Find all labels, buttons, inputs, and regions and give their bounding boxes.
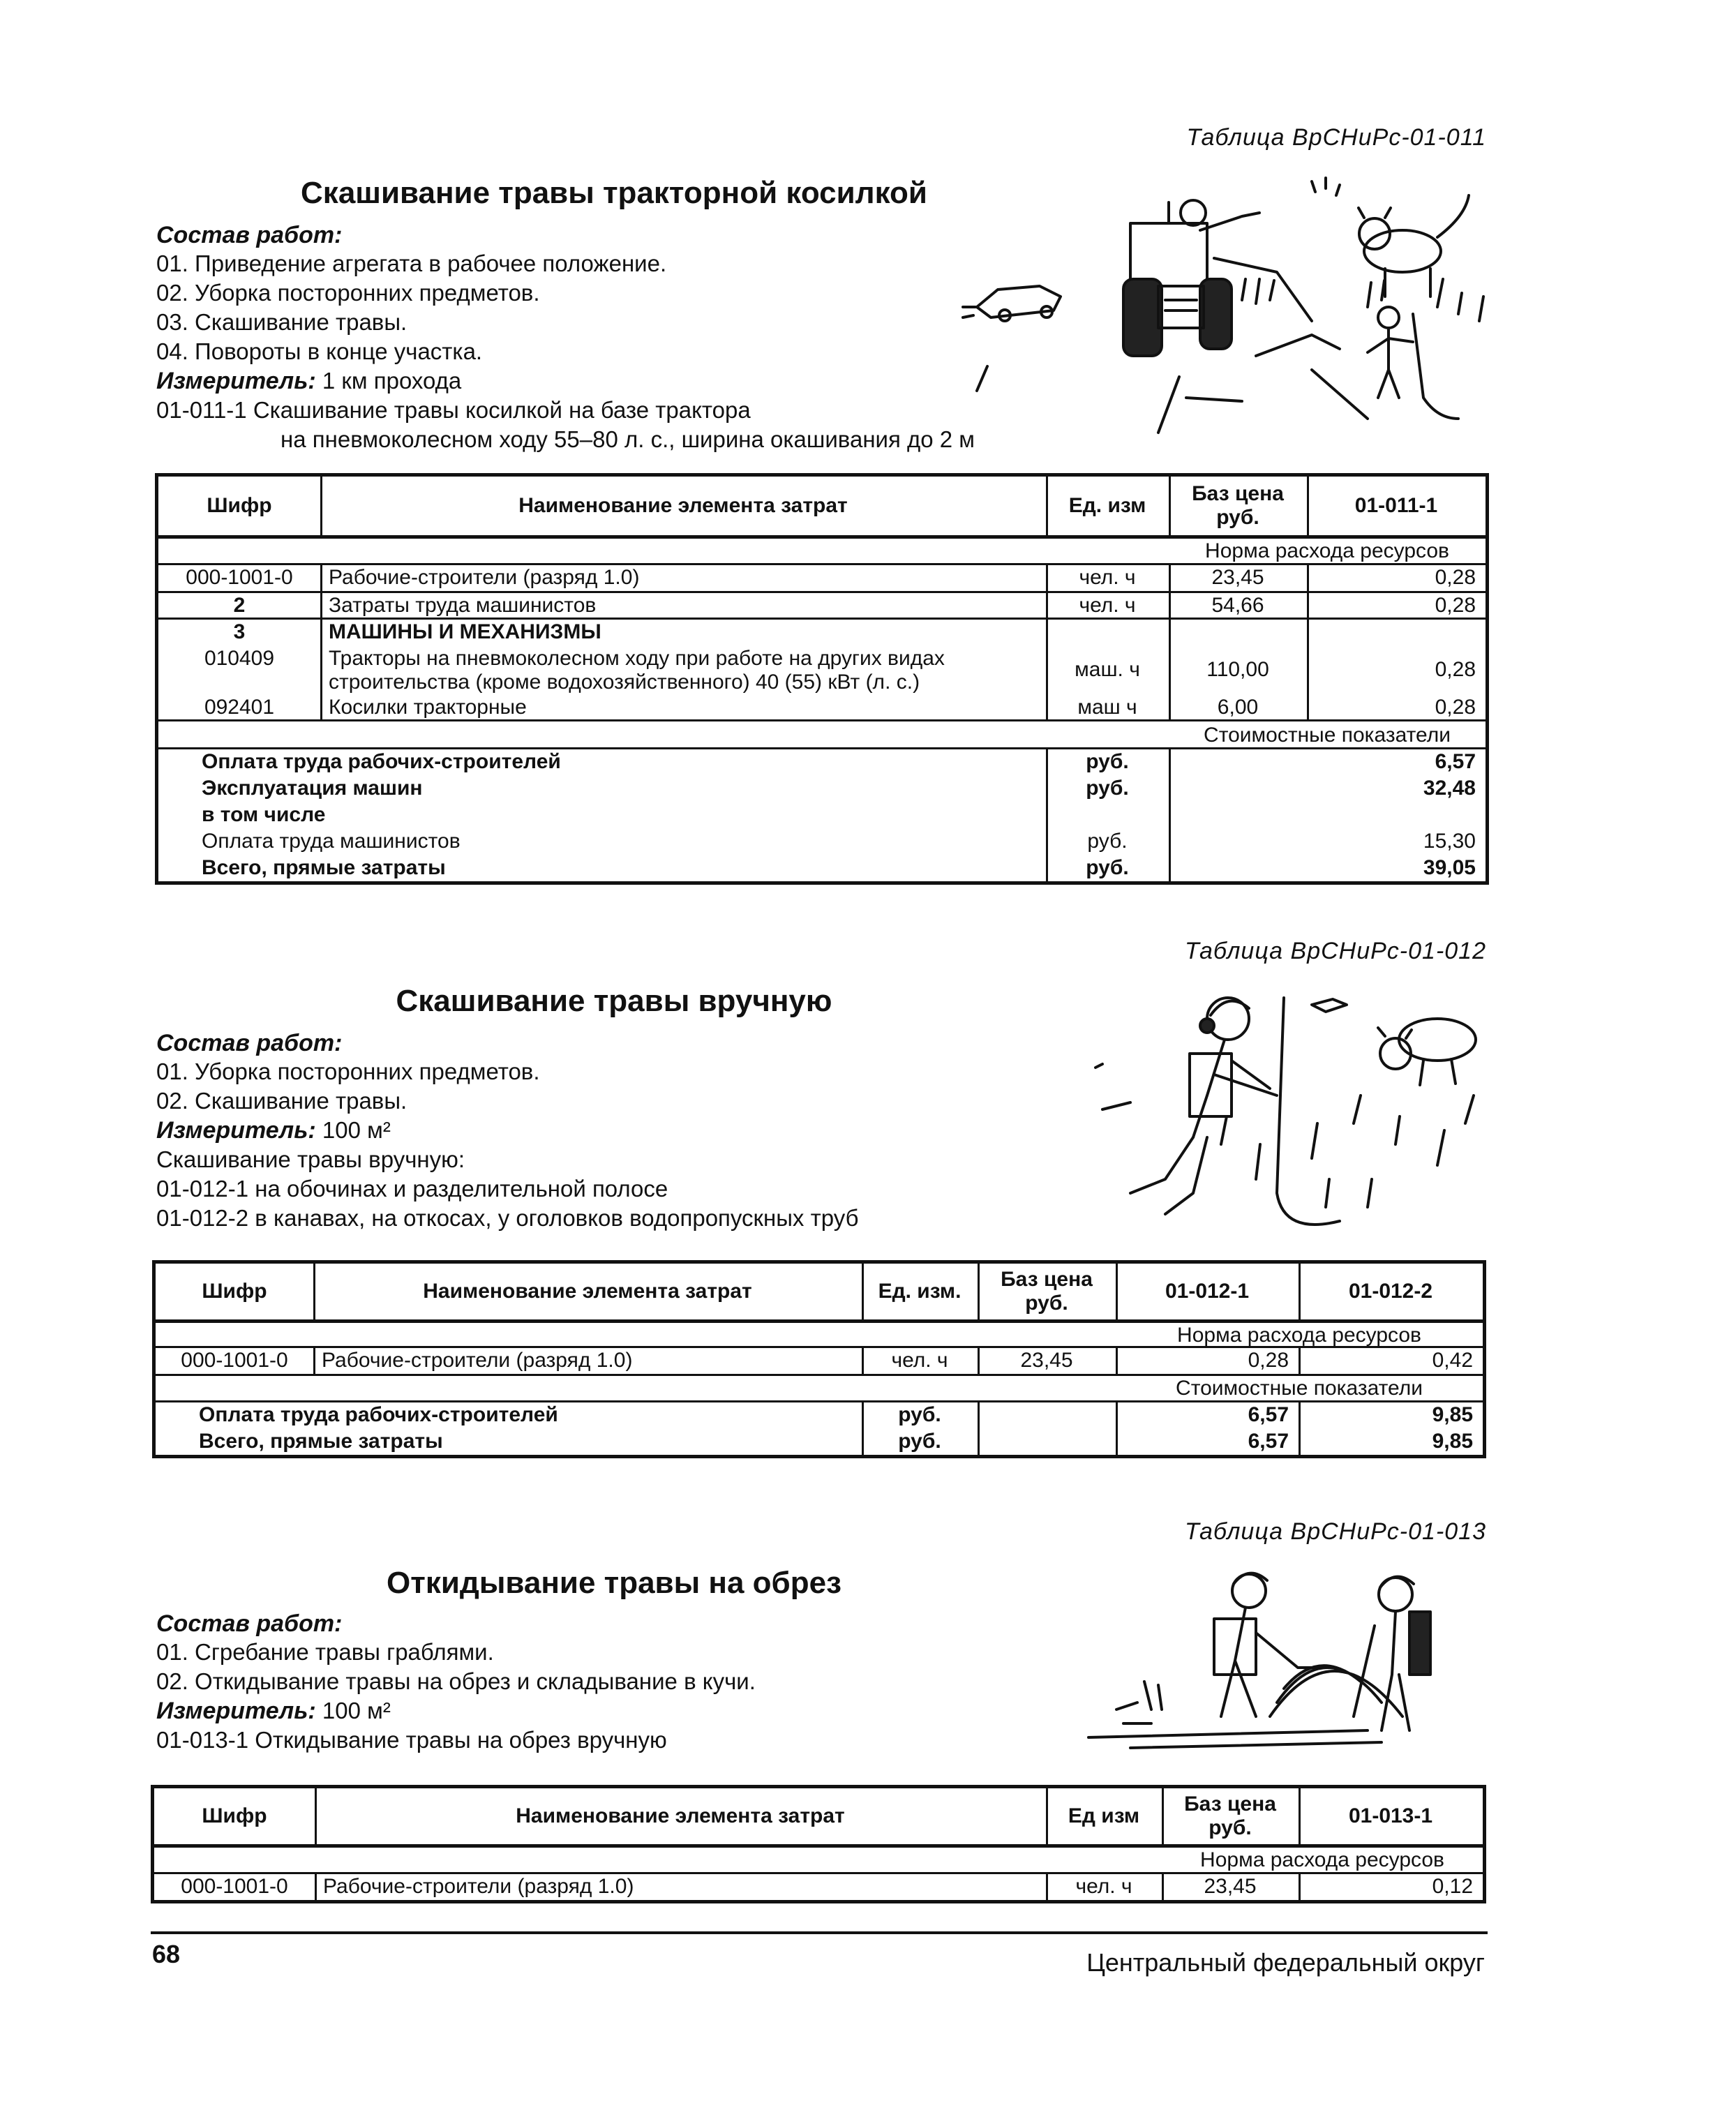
cost-label: Стоимостные показатели bbox=[1204, 724, 1451, 747]
section-title-012: Скашивание травы вручную bbox=[396, 984, 832, 1018]
row-value: 0,12 bbox=[1432, 1875, 1473, 1898]
composition-label: Состав работ: bbox=[156, 1030, 343, 1056]
step-line: 04. Повороты в конце участка. bbox=[156, 338, 483, 364]
step-line: 01. Уборка посторонних предметов. bbox=[156, 1058, 540, 1084]
meter-value: 100 м² bbox=[315, 1117, 391, 1143]
resource-table-011 bbox=[155, 473, 1489, 885]
cost-row-name: Эксплуатация машин bbox=[202, 777, 423, 800]
norm-label: Норма расхода ресурсов bbox=[1205, 539, 1449, 562]
meter-label: Измеритель: bbox=[156, 1117, 316, 1144]
header-code: Шифр bbox=[202, 1280, 267, 1303]
norm-label: Норма расхода ресурсов bbox=[1200, 1848, 1444, 1871]
item-line: 01-012-2 в канавах, на откосах, у оголовков водопропускных труб bbox=[156, 1205, 859, 1231]
row-value-2: 0,42 bbox=[1432, 1349, 1473, 1372]
resource-table-013 bbox=[151, 1785, 1486, 1903]
section-title-011: Скашивание травы тракторной косилкой bbox=[301, 176, 927, 210]
step-line: 01. Сгребание травы граблями. bbox=[156, 1639, 494, 1665]
cost-row-unit: руб. bbox=[1087, 830, 1128, 853]
cost-label: Стоимостные показатели bbox=[1176, 1377, 1423, 1400]
header-price: Баз цена руб. bbox=[1192, 482, 1284, 529]
row-price: 23,45 bbox=[1211, 566, 1264, 589]
resource-table-012 bbox=[152, 1260, 1486, 1458]
cost-row-name: Оплата труда рабочих-строителей bbox=[202, 750, 561, 773]
row-name: МАШИНЫ И МЕХАНИЗМЫ bbox=[329, 620, 601, 643]
row-unit: чел. ч bbox=[1079, 594, 1136, 617]
row-code: 000-1001-0 bbox=[186, 566, 293, 589]
cost-row-value-2: 9,85 bbox=[1432, 1403, 1473, 1426]
row-unit: маш ч bbox=[1077, 696, 1137, 719]
table-caption-012: Таблица ВрСНиРс-01-012 bbox=[1184, 938, 1486, 964]
meter-value: 100 м² bbox=[315, 1698, 391, 1723]
cost-row-name: Всего, прямые затраты bbox=[199, 1430, 443, 1453]
header-code-012-2: 01-012-2 bbox=[1348, 1280, 1433, 1303]
composition-label: Состав работ: bbox=[156, 1610, 343, 1637]
item-line: 01-011-1 Скашивание травы косилкой на базе трактора bbox=[156, 397, 751, 423]
header-unit: Ед изм bbox=[1068, 1804, 1140, 1827]
cost-row-unit: руб. bbox=[898, 1403, 941, 1426]
header-code-012-1: 01-012-1 bbox=[1165, 1280, 1250, 1303]
header-unit: Ед. изм. bbox=[878, 1280, 961, 1303]
row-value: 0,28 bbox=[1435, 566, 1476, 589]
header-code-013-1: 01-013-1 bbox=[1348, 1804, 1433, 1827]
row-name-cont: строительства (кроме водохозяйственного) 40 (55) кВт (л. с.) bbox=[329, 671, 920, 694]
row-name: Косилки тракторные bbox=[329, 696, 527, 719]
meter-line bbox=[156, 1116, 1091, 1145]
cost-row-unit: руб. bbox=[898, 1430, 941, 1453]
meter-label: Измеритель: bbox=[156, 1698, 316, 1724]
cost-row-name: Всего, прямые затраты bbox=[202, 856, 446, 879]
row-price: 54,66 bbox=[1211, 594, 1264, 617]
row-price: 23,45 bbox=[1204, 1875, 1257, 1898]
header-name: Наименование элемента затрат bbox=[423, 1280, 752, 1303]
cost-row-unit: руб. bbox=[1086, 777, 1129, 800]
tractor-mowing-illustration bbox=[949, 167, 1493, 447]
item-line-cont: на пневмоколесном ходу 55–80 л. с., ширина окашивания до 2 м bbox=[280, 426, 975, 452]
header-price: Баз цена руб. bbox=[1001, 1268, 1093, 1315]
meter-value: 1 км прохода bbox=[315, 368, 462, 394]
step-line: 03. Скашивание травы. bbox=[156, 309, 407, 335]
header-name: Наименование элемента затрат bbox=[516, 1804, 845, 1827]
row-value-1: 0,28 bbox=[1248, 1349, 1289, 1372]
row-value: 0,28 bbox=[1435, 696, 1476, 719]
table-caption-011: Таблица ВрСНиРс-01-011 bbox=[1186, 124, 1486, 151]
row-value: 0,28 bbox=[1435, 594, 1476, 617]
cost-row-name: Оплата труда машинистов bbox=[202, 830, 461, 853]
step-line: 02. Уборка посторонних предметов. bbox=[156, 280, 540, 306]
cost-row-value-1: 6,57 bbox=[1248, 1403, 1289, 1426]
composition-label: Состав работ: bbox=[156, 222, 343, 248]
section3-text bbox=[156, 1610, 1091, 1755]
row-price: 23,45 bbox=[1020, 1349, 1073, 1372]
norm-label: Норма расхода ресурсов bbox=[1177, 1324, 1421, 1347]
cost-row-value: 32,48 bbox=[1423, 777, 1476, 800]
header-price: Баз цена руб. bbox=[1184, 1793, 1276, 1839]
row-code: 000-1001-0 bbox=[181, 1349, 288, 1372]
row-name: Рабочие-строители (разряд 1.0) bbox=[322, 1349, 633, 1372]
header-name: Наименование элемента затрат bbox=[518, 494, 848, 517]
row-code: 000-1001-0 bbox=[181, 1875, 288, 1898]
intro-line: Скашивание травы вручную: bbox=[156, 1146, 465, 1172]
cost-row-unit: руб. bbox=[1086, 856, 1129, 879]
footer-rule bbox=[151, 1931, 1488, 1934]
section-title-013: Откидывание травы на обрез bbox=[387, 1566, 841, 1600]
row-unit: маш. ч bbox=[1075, 658, 1140, 681]
row-unit: чел. ч bbox=[891, 1349, 948, 1372]
step-line: 01. Приведение агрегата в рабочее положение. bbox=[156, 250, 667, 276]
row-name: Рабочие-строители (разряд 1.0) bbox=[323, 1875, 634, 1898]
scythe-man-illustration bbox=[1047, 984, 1493, 1263]
row-name: Рабочие-строители (разряд 1.0) bbox=[329, 566, 640, 589]
item-line: 01-012-1 на обочинах и разделительной полосе bbox=[156, 1176, 668, 1202]
row-value: 0,28 bbox=[1435, 658, 1476, 681]
row-code: 010409 bbox=[204, 647, 275, 670]
row-price: 6,00 bbox=[1217, 696, 1259, 719]
step-line: 02. Скашивание травы. bbox=[156, 1088, 407, 1114]
section2-text bbox=[156, 1030, 1091, 1233]
cost-row-value: 39,05 bbox=[1423, 856, 1476, 879]
row-name: Затраты труда машинистов bbox=[329, 594, 597, 617]
row-code: 2 bbox=[233, 594, 246, 617]
row-price: 110,00 bbox=[1206, 658, 1269, 681]
cost-row-name: в том числе bbox=[202, 803, 326, 826]
cost-row-value-2: 9,85 bbox=[1432, 1430, 1473, 1453]
header-code-011-1: 01-011-1 bbox=[1354, 494, 1438, 517]
row-code: 3 bbox=[233, 620, 246, 643]
cost-row-unit: руб. bbox=[1086, 750, 1129, 773]
row-unit: чел. ч bbox=[1079, 566, 1136, 589]
cost-row-value: 15,30 bbox=[1423, 830, 1476, 853]
page-number: 68 bbox=[152, 1940, 181, 1968]
row-code: 092401 bbox=[204, 696, 275, 719]
row-unit: чел. ч bbox=[1075, 1875, 1132, 1898]
cost-row-value-1: 6,57 bbox=[1248, 1430, 1289, 1453]
table-caption-013: Таблица ВрСНиРс-01-013 bbox=[1184, 1518, 1486, 1545]
meter-line bbox=[156, 1696, 1091, 1726]
cost-row-name: Оплата труда рабочих-строителей bbox=[199, 1403, 558, 1426]
header-code: Шифр bbox=[207, 494, 272, 517]
row-name: Тракторы на пневмоколесном ходу при работе на других видах bbox=[329, 647, 945, 670]
meter-label: Измеритель: bbox=[156, 368, 316, 394]
item-line: 01-013-1 Откидывание травы на обрез вручную bbox=[156, 1727, 667, 1753]
header-unit: Ед. изм bbox=[1068, 494, 1146, 517]
region-name: Центральный федеральный округ bbox=[1086, 1948, 1485, 1977]
cost-row-value: 6,57 bbox=[1435, 750, 1476, 773]
header-code: Шифр bbox=[202, 1804, 267, 1827]
raking-workers-illustration bbox=[1047, 1563, 1479, 1758]
step-line: 02. Откидывание травы на обрез и складывание в кучи. bbox=[156, 1668, 756, 1694]
